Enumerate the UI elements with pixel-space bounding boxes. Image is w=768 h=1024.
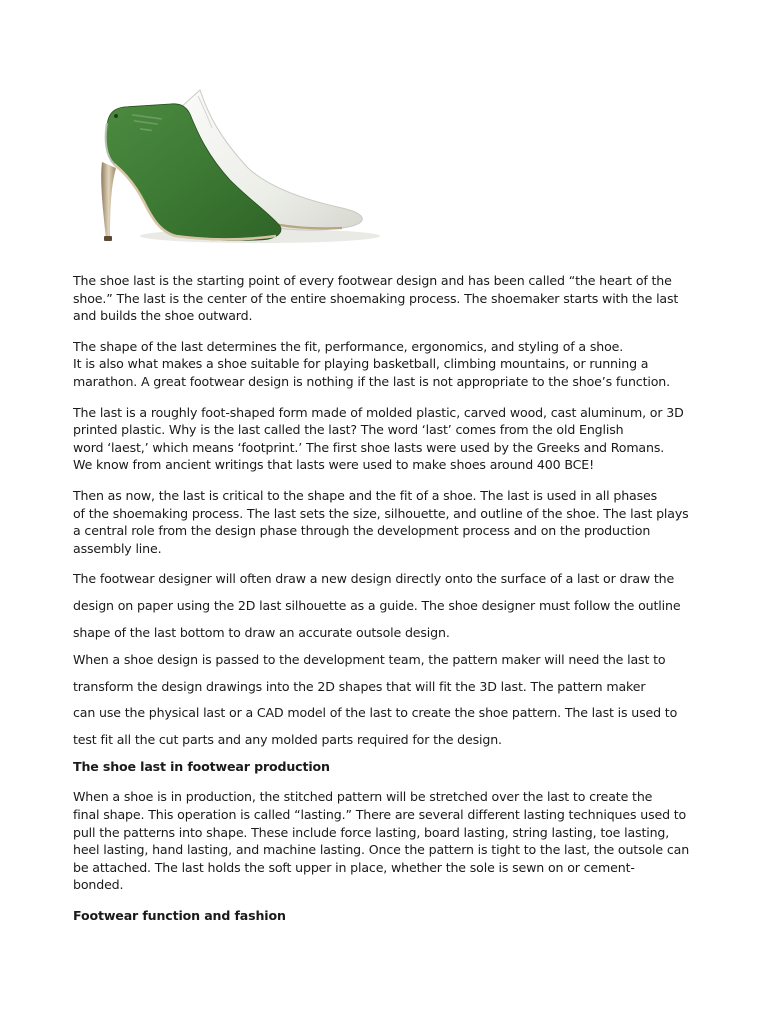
- text-line: of the shoemaking process. The last sets the size, silhouette, and outline of the shoe. The last plays: [73, 505, 689, 521]
- heading-text: The shoe last in footwear production: [73, 758, 330, 774]
- text-line: assembly line.: [73, 540, 162, 556]
- text-line: The shape of the last determines the fit, performance, ergonomics, and styling of a shoe.: [73, 338, 624, 354]
- text-line: design on paper using the 2D last silhouette as a guide. The shoe designer must follow the outline: [73, 598, 681, 614]
- text-line: shape of the last bottom to draw an accurate outsole design.: [73, 624, 450, 640]
- text-line: can use the physical last or a CAD model of the last to create the shoe pattern. The last is used to: [73, 705, 678, 721]
- text-line: be attached. The last holds the soft upper in place, whether the sole is sewn on or cement-: [73, 859, 635, 875]
- text-line: marathon. A great footwear design is nothing if the last is not appropriate to the shoe’s function.: [73, 373, 670, 389]
- text-line: The last is a roughly foot-shaped form made of molded plastic, carved wood, cast aluminum, or 3D: [73, 404, 684, 420]
- text-line: transform the design drawings into the 2D shapes that will fit the 3D last. The pattern maker: [73, 678, 646, 694]
- paragraph: [73, 487, 703, 557]
- text-line: When a shoe is in production, the stitched pattern will be stretched over the last to create the: [73, 789, 653, 805]
- paragraph: [73, 788, 703, 894]
- heading-text: Footwear function and fashion: [73, 908, 286, 924]
- stiletto-heel: [101, 162, 116, 241]
- green-shoe-last: [106, 104, 281, 241]
- text-line: a central role from the design phase through the development process and on the production: [73, 523, 651, 539]
- text-line: final shape. This operation is called “lasting.” There are several different lasting techniques used to: [73, 807, 687, 823]
- text-line: It is also what makes a shoe suitable for playing basketball, climbing mountains, or running a: [73, 356, 649, 372]
- text-line: The shoe last is the starting point of every footwear design and has been called “the heart of the: [73, 273, 672, 288]
- text-line: word ‘laest,’ which means ‘footprint.’ The first shoe lasts were used by the Greeks and Romans.: [73, 439, 665, 455]
- text-line: shoe.” The last is the center of the entire shoemaking process. The shoemaker starts with the last: [73, 290, 679, 306]
- paragraph: [73, 272, 703, 325]
- text-line: and builds the shoe outward.: [73, 308, 253, 324]
- text-line: pull the patterns into shape. These include force lasting, board lasting, string lasting, toe lasting,: [73, 824, 670, 840]
- text-line: We know from ancient writings that lasts were used to make shoes around 400 BCE!: [73, 457, 594, 473]
- text-line: Then as now, the last is critical to the shape and the fit of a shoe. The last is used in all phases: [73, 487, 658, 503]
- text-line: heel lasting, hand lasting, and machine lasting. Once the pattern is tight to the last, the outsole can: [73, 842, 690, 858]
- text-line: printed plastic. Why is the last called the last? The word ‘last’ comes from the old English: [73, 422, 624, 438]
- article-body: [73, 272, 703, 925]
- paragraph: [73, 404, 703, 474]
- paragraph: [73, 566, 703, 754]
- section-heading: [73, 907, 703, 925]
- text-line: When a shoe design is passed to the development team, the pattern maker will need the last to: [73, 651, 666, 667]
- paragraph: [73, 338, 703, 391]
- text-line: bonded.: [73, 877, 124, 893]
- section-heading: [73, 758, 703, 776]
- text-line: The footwear designer will often draw a new design directly onto the surface of a last or draw the: [73, 571, 675, 587]
- text-line: test fit all the cut parts and any molded parts required for the design.: [73, 732, 502, 748]
- shoe-last-and-pump-illustration: [80, 78, 390, 256]
